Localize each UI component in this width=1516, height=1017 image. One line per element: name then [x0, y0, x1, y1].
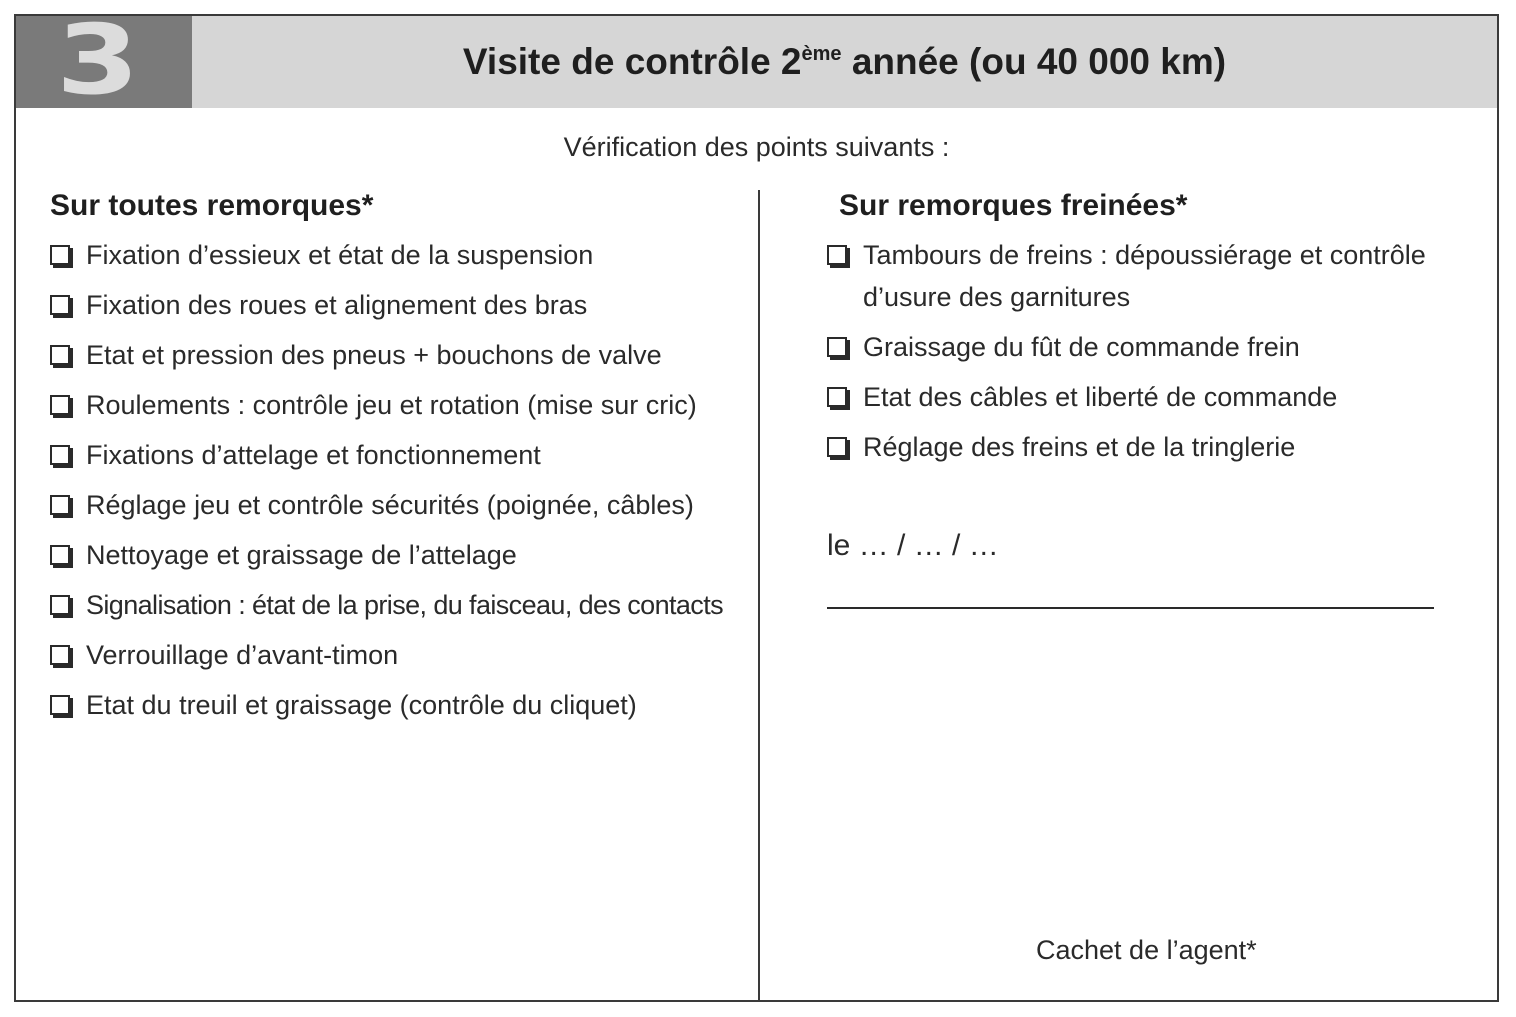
checklist-item-label: Réglage jeu et contrôle sécurités (poignée, câbles)	[86, 490, 694, 520]
checkbox-icon[interactable]	[50, 395, 70, 415]
checkbox-icon[interactable]	[50, 245, 70, 265]
checklist-item-label: Graissage du fût de commande frein	[863, 332, 1300, 362]
date-field[interactable]: le … / … / …	[827, 529, 999, 562]
signature-line	[827, 607, 1434, 609]
checklist-item-label: Verrouillage d’avant-timon	[86, 640, 399, 670]
checklist-item	[50, 384, 740, 426]
checklist-item	[827, 326, 1447, 368]
checklist-item-label: Roulements : contrôle jeu et rotation (mise sur cric)	[86, 390, 697, 420]
left-heading: Sur toutes remorques*	[50, 189, 374, 222]
checklist-item-label: Etat et pression des pneus + bouchons de valve	[86, 340, 662, 370]
column-divider	[758, 190, 760, 1002]
checkbox-icon[interactable]	[50, 695, 70, 715]
checkbox-icon[interactable]	[827, 337, 847, 357]
right-heading: Sur remorques freinées*	[839, 189, 1188, 222]
title-superscript: ème	[801, 43, 842, 65]
checklist-item-label: Etat du treuil et graissage (contrôle du cliquet)	[86, 690, 637, 720]
checklist-item	[50, 534, 740, 576]
checkbox-icon[interactable]	[827, 387, 847, 407]
checklist-item-label: Etat des câbles et liberté de commande	[863, 382, 1338, 412]
checklist-item-label: Fixations d’attelage et fonctionnement	[86, 440, 541, 470]
card-title	[192, 38, 1497, 86]
checklist-item	[50, 484, 740, 526]
checkbox-icon[interactable]	[827, 437, 847, 457]
checkbox-icon[interactable]	[827, 245, 847, 265]
title-main: Visite de contrôle 2	[462, 41, 802, 82]
checklist-item-label: Réglage des freins et de la tringlerie	[863, 432, 1296, 462]
right-column	[827, 186, 1447, 476]
checklist-item	[50, 584, 740, 626]
checklist-item	[50, 234, 740, 276]
card-header	[16, 4, 1497, 116]
checkbox-icon[interactable]	[50, 645, 70, 665]
step-number-box	[16, 4, 192, 116]
checkbox-icon[interactable]	[50, 445, 70, 465]
checklist-item-label: Fixation d’essieux et état de la suspension	[86, 240, 594, 270]
checklist-item	[50, 634, 740, 676]
checklist-item	[50, 284, 740, 326]
checklist-item	[50, 684, 740, 726]
subtitle: Vérification des points suivants :	[563, 132, 950, 162]
checklist-item	[827, 376, 1447, 418]
title-rest: année (ou 40 000 km)	[841, 41, 1227, 82]
checklist-item	[50, 434, 740, 476]
left-column	[50, 186, 740, 734]
checklist-item	[50, 334, 740, 376]
checkbox-icon[interactable]	[50, 545, 70, 565]
left-checklist	[50, 234, 740, 726]
checklist-item-label: Signalisation : état de la prise, du faisceau, des contacts	[86, 590, 724, 620]
checklist-item-label: Tambours de freins : dépoussiérage et contrôle d’usure des garnitures	[863, 240, 1426, 312]
checklist-item-label: Fixation des roues et alignement des bras	[86, 290, 588, 320]
checkbox-icon[interactable]	[50, 495, 70, 515]
checklist-item	[827, 426, 1447, 468]
checklist-item-label: Nettoyage et graissage de l’attelage	[86, 540, 517, 570]
checkbox-icon[interactable]	[50, 295, 70, 315]
agent-stamp-label: Cachet de l’agent*	[1036, 935, 1257, 965]
checkbox-icon[interactable]	[50, 595, 70, 615]
inspection-card	[14, 4, 1499, 1002]
step-number: 3	[56, 4, 140, 116]
checklist-item	[827, 234, 1447, 318]
right-checklist	[827, 234, 1447, 468]
checkbox-icon[interactable]	[50, 345, 70, 365]
